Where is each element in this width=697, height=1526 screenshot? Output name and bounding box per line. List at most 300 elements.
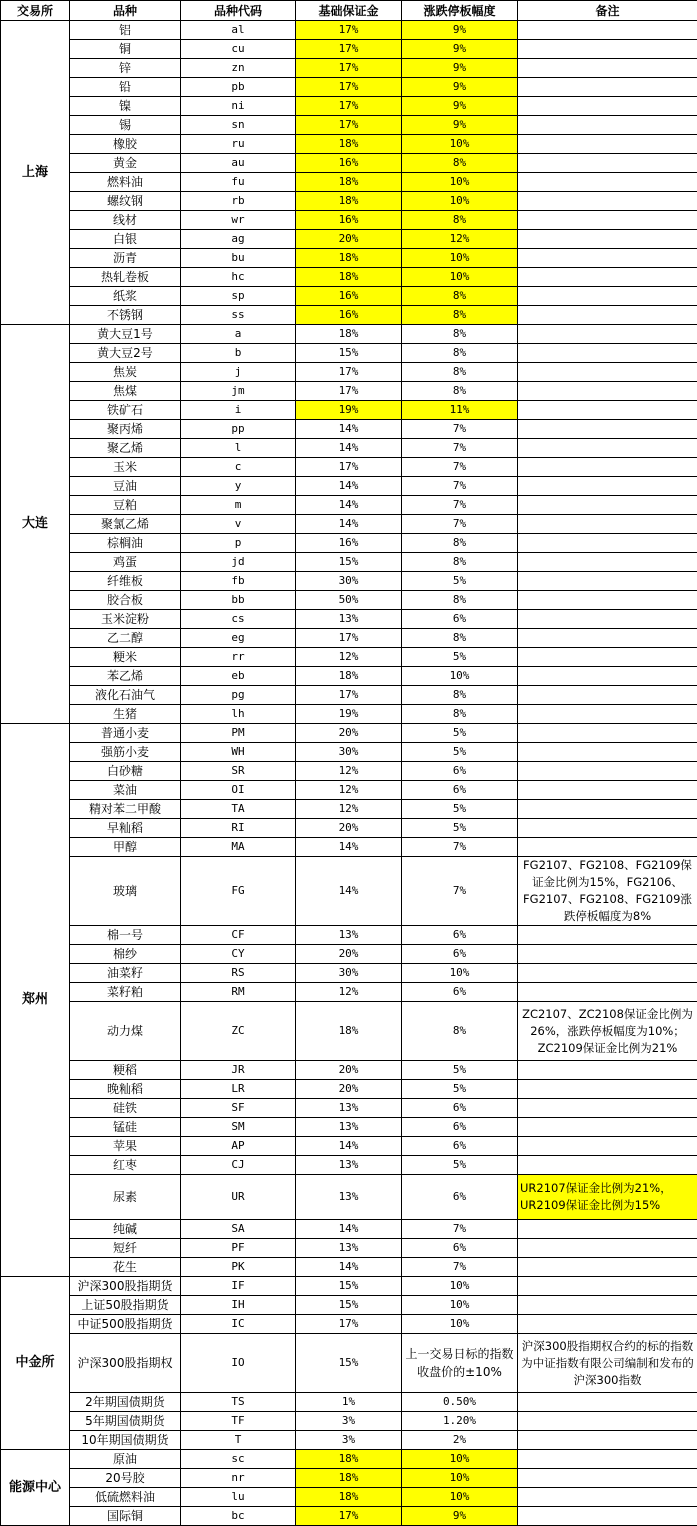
note-cell <box>518 1488 697 1507</box>
table-row <box>1 477 697 496</box>
product-cell: 热轧卷板 <box>70 268 181 287</box>
margin-cell: 30% <box>296 964 402 983</box>
code-cell: pb <box>181 78 296 97</box>
limit-cell: 6% <box>402 1118 518 1137</box>
margin-cell: 20% <box>296 819 402 838</box>
code-cell: SF <box>181 1099 296 1118</box>
product-cell: 纤维板 <box>70 572 181 591</box>
margin-cell: 30% <box>296 743 402 762</box>
table-row <box>1 287 697 306</box>
limit-cell: 8% <box>402 344 518 363</box>
margin-cell: 16% <box>296 287 402 306</box>
note-cell: FG2107、FG2108、FG2109保证金比例为15%，FG2106、FG2107、FG2108、FG2109涨跌停板幅度为8% <box>518 857 697 926</box>
table-row <box>1 1431 697 1450</box>
limit-cell: 6% <box>402 983 518 1002</box>
margin-cell: 16% <box>296 306 402 325</box>
table-row <box>1 945 697 964</box>
margin-cell: 13% <box>296 1175 402 1220</box>
limit-cell: 11% <box>402 401 518 420</box>
limit-cell: 5% <box>402 572 518 591</box>
margin-cell: 19% <box>296 401 402 420</box>
note-cell <box>518 135 697 154</box>
limit-cell: 8% <box>402 1002 518 1061</box>
table-row <box>1 1393 697 1412</box>
note-cell <box>518 325 697 344</box>
table-row <box>1 1450 697 1469</box>
limit-cell: 8% <box>402 363 518 382</box>
note-cell <box>518 1118 697 1137</box>
note-cell <box>518 21 697 40</box>
limit-cell: 8% <box>402 287 518 306</box>
note-cell <box>518 1239 697 1258</box>
limit-cell: 7% <box>402 1220 518 1239</box>
note-cell <box>518 926 697 945</box>
code-cell: UR <box>181 1175 296 1220</box>
code-cell: RS <box>181 964 296 983</box>
limit-cell: 8% <box>402 534 518 553</box>
limit-cell: 6% <box>402 1239 518 1258</box>
note-cell <box>518 1393 697 1412</box>
note-cell <box>518 59 697 78</box>
table-row <box>1 1296 697 1315</box>
product-cell: 5年期国债期货 <box>70 1412 181 1431</box>
product-cell: 花生 <box>70 1258 181 1277</box>
product-cell: 棉纱 <box>70 945 181 964</box>
product-cell: 玉米 <box>70 458 181 477</box>
limit-cell: 10% <box>402 667 518 686</box>
product-cell: 中证500股指期货 <box>70 1315 181 1334</box>
code-cell: PF <box>181 1239 296 1258</box>
limit-cell: 6% <box>402 926 518 945</box>
limit-cell: 8% <box>402 306 518 325</box>
code-cell: CF <box>181 926 296 945</box>
margin-cell: 20% <box>296 724 402 743</box>
product-cell: 聚丙烯 <box>70 420 181 439</box>
limit-cell: 9% <box>402 78 518 97</box>
product-cell: 苯乙烯 <box>70 667 181 686</box>
table-row <box>1 1061 697 1080</box>
code-cell: ss <box>181 306 296 325</box>
table-body <box>1 21 697 1526</box>
code-cell: PK <box>181 1258 296 1277</box>
note-cell <box>518 458 697 477</box>
note-cell <box>518 667 697 686</box>
note-cell <box>518 382 697 401</box>
note-cell <box>518 363 697 382</box>
product-cell: 鸡蛋 <box>70 553 181 572</box>
product-cell: 国际铜 <box>70 1507 181 1526</box>
margin-cell: 14% <box>296 1220 402 1239</box>
code-cell: lu <box>181 1488 296 1507</box>
code-cell: lh <box>181 705 296 724</box>
product-cell: 棕榈油 <box>70 534 181 553</box>
header-row <box>1 1 697 21</box>
table-row <box>1 325 697 344</box>
margin-cell: 18% <box>296 325 402 344</box>
limit-cell: 5% <box>402 743 518 762</box>
note-cell <box>518 705 697 724</box>
table-row <box>1 743 697 762</box>
product-cell: 粳米 <box>70 648 181 667</box>
table-row <box>1 762 697 781</box>
limit-cell: 8% <box>402 629 518 648</box>
limit-cell: 5% <box>402 800 518 819</box>
margin-cell: 17% <box>296 59 402 78</box>
limit-cell: 5% <box>402 648 518 667</box>
table-row <box>1 420 697 439</box>
table-row <box>1 857 697 926</box>
product-cell: 白银 <box>70 230 181 249</box>
table-row <box>1 591 697 610</box>
table-row <box>1 1258 697 1277</box>
margin-cell: 17% <box>296 382 402 401</box>
margin-cell: 20% <box>296 1061 402 1080</box>
margin-cell: 13% <box>296 926 402 945</box>
note-cell <box>518 287 697 306</box>
table-row <box>1 1277 697 1296</box>
margin-cell: 17% <box>296 21 402 40</box>
margin-cell: 14% <box>296 838 402 857</box>
product-cell: 甲醇 <box>70 838 181 857</box>
code-cell: IH <box>181 1296 296 1315</box>
limit-cell: 7% <box>402 458 518 477</box>
code-cell: al <box>181 21 296 40</box>
table-row <box>1 629 697 648</box>
product-cell: 2年期国债期货 <box>70 1393 181 1412</box>
code-cell: jm <box>181 382 296 401</box>
code-cell: ZC <box>181 1002 296 1061</box>
limit-cell: 10% <box>402 268 518 287</box>
limit-cell: 5% <box>402 1080 518 1099</box>
table-row <box>1 1488 697 1507</box>
product-cell: 玉米淀粉 <box>70 610 181 629</box>
code-cell: p <box>181 534 296 553</box>
limit-cell: 8% <box>402 211 518 230</box>
product-cell: 锌 <box>70 59 181 78</box>
limit-cell: 10% <box>402 1469 518 1488</box>
margin-cell: 15% <box>296 344 402 363</box>
limit-cell: 8% <box>402 686 518 705</box>
code-cell: AP <box>181 1137 296 1156</box>
margin-cell: 12% <box>296 800 402 819</box>
code-cell: WH <box>181 743 296 762</box>
product-cell: 原油 <box>70 1450 181 1469</box>
code-cell: ag <box>181 230 296 249</box>
margin-cell: 17% <box>296 363 402 382</box>
limit-cell: 9% <box>402 116 518 135</box>
limit-cell: 6% <box>402 762 518 781</box>
exchange-cell: 大连 <box>1 325 70 724</box>
note-cell <box>518 1137 697 1156</box>
product-cell: 油菜籽 <box>70 964 181 983</box>
product-cell: 纯碱 <box>70 1220 181 1239</box>
limit-cell: 8% <box>402 154 518 173</box>
margin-cell: 13% <box>296 1099 402 1118</box>
code-cell: SM <box>181 1118 296 1137</box>
note-cell: 沪深300股指期权合约的标的指数为中证指数有限公司编制和发布的沪深300指数 <box>518 1334 697 1393</box>
code-cell: JR <box>181 1061 296 1080</box>
table-row <box>1 1175 697 1220</box>
table-row <box>1 1315 697 1334</box>
margin-cell: 20% <box>296 945 402 964</box>
table-row <box>1 1220 697 1239</box>
note-cell <box>518 173 697 192</box>
code-cell: eb <box>181 667 296 686</box>
product-cell: 沥青 <box>70 249 181 268</box>
margin-cell: 13% <box>296 1118 402 1137</box>
product-cell: 纸浆 <box>70 287 181 306</box>
note-cell <box>518 78 697 97</box>
margin-cell: 17% <box>296 1315 402 1334</box>
code-cell: sn <box>181 116 296 135</box>
table-row <box>1 572 697 591</box>
margin-cell: 14% <box>296 515 402 534</box>
margin-cell: 18% <box>296 1450 402 1469</box>
margin-cell: 13% <box>296 1156 402 1175</box>
code-cell: CY <box>181 945 296 964</box>
exchange-cell: 能源中心 <box>1 1450 70 1526</box>
note-cell <box>518 230 697 249</box>
margin-cell: 15% <box>296 1277 402 1296</box>
product-cell: 普通小麦 <box>70 724 181 743</box>
product-cell: 硅铁 <box>70 1099 181 1118</box>
margin-cell: 17% <box>296 78 402 97</box>
code-cell: ni <box>181 97 296 116</box>
table-row <box>1 135 697 154</box>
product-cell: 黄金 <box>70 154 181 173</box>
note-cell <box>518 401 697 420</box>
margin-cell: 19% <box>296 705 402 724</box>
note-cell <box>518 610 697 629</box>
code-cell: ru <box>181 135 296 154</box>
code-cell: cu <box>181 40 296 59</box>
table-row <box>1 926 697 945</box>
limit-cell: 7% <box>402 420 518 439</box>
limit-cell: 12% <box>402 230 518 249</box>
table-row <box>1 40 697 59</box>
limit-cell: 5% <box>402 1156 518 1175</box>
note-cell <box>518 819 697 838</box>
limit-cell: 10% <box>402 1488 518 1507</box>
note-cell <box>518 629 697 648</box>
code-cell: eg <box>181 629 296 648</box>
note-cell <box>518 983 697 1002</box>
note-cell: ZC2107、ZC2108保证金比例为26%，涨跌停板幅度为10%；ZC2109保证金比例为21% <box>518 1002 697 1061</box>
product-cell: 燃料油 <box>70 173 181 192</box>
code-cell: au <box>181 154 296 173</box>
note-cell <box>518 724 697 743</box>
table-row <box>1 964 697 983</box>
margin-cell: 17% <box>296 686 402 705</box>
table-row <box>1 800 697 819</box>
limit-cell: 10% <box>402 192 518 211</box>
table-row <box>1 1507 697 1526</box>
margin-cell: 17% <box>296 1507 402 1526</box>
note-cell <box>518 1431 697 1450</box>
code-cell: RI <box>181 819 296 838</box>
note-cell <box>518 477 697 496</box>
note-cell <box>518 572 697 591</box>
margin-cell: 17% <box>296 97 402 116</box>
code-cell: sp <box>181 287 296 306</box>
note-cell <box>518 945 697 964</box>
limit-cell: 7% <box>402 515 518 534</box>
note-cell <box>518 1315 697 1334</box>
limit-cell: 9% <box>402 21 518 40</box>
product-cell: 铝 <box>70 21 181 40</box>
header-margin: 基础保证金 <box>296 1 402 21</box>
note-cell <box>518 420 697 439</box>
limit-cell: 7% <box>402 439 518 458</box>
note-cell <box>518 306 697 325</box>
header-product: 品种 <box>70 1 181 21</box>
table-row <box>1 363 697 382</box>
product-cell: 聚氯乙烯 <box>70 515 181 534</box>
table-row <box>1 1118 697 1137</box>
note-cell <box>518 1450 697 1469</box>
code-cell: SR <box>181 762 296 781</box>
note-cell <box>518 1099 697 1118</box>
margin-cell: 13% <box>296 610 402 629</box>
note-cell <box>518 1277 697 1296</box>
product-cell: 沪深300股指期权 <box>70 1334 181 1393</box>
margin-cell: 15% <box>296 553 402 572</box>
limit-cell: 10% <box>402 249 518 268</box>
code-cell: TF <box>181 1412 296 1431</box>
product-cell: 黄大豆1号 <box>70 325 181 344</box>
margin-cell: 14% <box>296 496 402 515</box>
table-row <box>1 97 697 116</box>
note-cell <box>518 1220 697 1239</box>
product-cell: 豆粕 <box>70 496 181 515</box>
margin-cell: 15% <box>296 1296 402 1315</box>
limit-cell: 6% <box>402 1137 518 1156</box>
limit-cell: 10% <box>402 1277 518 1296</box>
margin-cell: 17% <box>296 116 402 135</box>
limit-cell: 5% <box>402 724 518 743</box>
note-cell <box>518 515 697 534</box>
note-cell <box>518 116 697 135</box>
limit-cell: 7% <box>402 1258 518 1277</box>
product-cell: 沪深300股指期货 <box>70 1277 181 1296</box>
product-cell: 液化石油气 <box>70 686 181 705</box>
code-cell: SA <box>181 1220 296 1239</box>
note-cell <box>518 838 697 857</box>
code-cell: nr <box>181 1469 296 1488</box>
product-cell: 白砂糖 <box>70 762 181 781</box>
product-cell: 黄大豆2号 <box>70 344 181 363</box>
table-row <box>1 1239 697 1258</box>
product-cell: 菜籽粕 <box>70 983 181 1002</box>
margin-cell: 14% <box>296 477 402 496</box>
product-cell: 线材 <box>70 211 181 230</box>
code-cell: m <box>181 496 296 515</box>
limit-cell: 9% <box>402 1507 518 1526</box>
table-row <box>1 1137 697 1156</box>
code-cell: pp <box>181 420 296 439</box>
code-cell: pg <box>181 686 296 705</box>
margin-cell: 18% <box>296 249 402 268</box>
margin-cell: 18% <box>296 173 402 192</box>
table-row <box>1 173 697 192</box>
margin-cell: 12% <box>296 648 402 667</box>
table-row <box>1 553 697 572</box>
table-row <box>1 306 697 325</box>
note-cell <box>518 439 697 458</box>
code-cell: hc <box>181 268 296 287</box>
code-cell: T <box>181 1431 296 1450</box>
product-cell: 铅 <box>70 78 181 97</box>
table-row <box>1 1002 697 1061</box>
code-cell: i <box>181 401 296 420</box>
table-row <box>1 983 697 1002</box>
limit-cell: 6% <box>402 781 518 800</box>
table-row <box>1 211 697 230</box>
margin-cell: 18% <box>296 268 402 287</box>
code-cell: TA <box>181 800 296 819</box>
header-code: 品种代码 <box>181 1 296 21</box>
margin-cell: 16% <box>296 154 402 173</box>
product-cell: 10年期国债期货 <box>70 1431 181 1450</box>
note-cell <box>518 686 697 705</box>
note-cell <box>518 192 697 211</box>
product-cell: 红枣 <box>70 1156 181 1175</box>
note-cell <box>518 648 697 667</box>
limit-cell: 8% <box>402 382 518 401</box>
limit-cell: 6% <box>402 945 518 964</box>
table-row <box>1 1156 697 1175</box>
margin-cell: 16% <box>296 211 402 230</box>
product-cell: 上证50股指期货 <box>70 1296 181 1315</box>
table-row <box>1 1099 697 1118</box>
product-cell: 焦煤 <box>70 382 181 401</box>
note-cell <box>518 1296 697 1315</box>
table-row <box>1 667 697 686</box>
margin-cell: 15% <box>296 1334 402 1393</box>
margin-cell: 12% <box>296 983 402 1002</box>
product-cell: 铜 <box>70 40 181 59</box>
code-cell: y <box>181 477 296 496</box>
limit-cell: 8% <box>402 591 518 610</box>
product-cell: 菜油 <box>70 781 181 800</box>
code-cell: bu <box>181 249 296 268</box>
product-cell: 生猪 <box>70 705 181 724</box>
limit-cell: 9% <box>402 59 518 78</box>
limit-cell: 7% <box>402 496 518 515</box>
product-cell: 20号胶 <box>70 1469 181 1488</box>
limit-cell: 0.50% <box>402 1393 518 1412</box>
table-row <box>1 819 697 838</box>
code-cell: bc <box>181 1507 296 1526</box>
limit-cell: 7% <box>402 477 518 496</box>
limit-cell: 2% <box>402 1431 518 1450</box>
margin-cell: 18% <box>296 1002 402 1061</box>
exchange-cell: 郑州 <box>1 724 70 1277</box>
product-cell: 不锈钢 <box>70 306 181 325</box>
limit-cell: 10% <box>402 1450 518 1469</box>
code-cell: cs <box>181 610 296 629</box>
product-cell: 锰硅 <box>70 1118 181 1137</box>
code-cell: LR <box>181 1080 296 1099</box>
note-cell <box>518 97 697 116</box>
table-row <box>1 230 697 249</box>
note-cell <box>518 1156 697 1175</box>
note-cell <box>518 1080 697 1099</box>
product-cell: 低硫燃料油 <box>70 1488 181 1507</box>
code-cell: OI <box>181 781 296 800</box>
margin-cell: 17% <box>296 458 402 477</box>
table-row <box>1 382 697 401</box>
